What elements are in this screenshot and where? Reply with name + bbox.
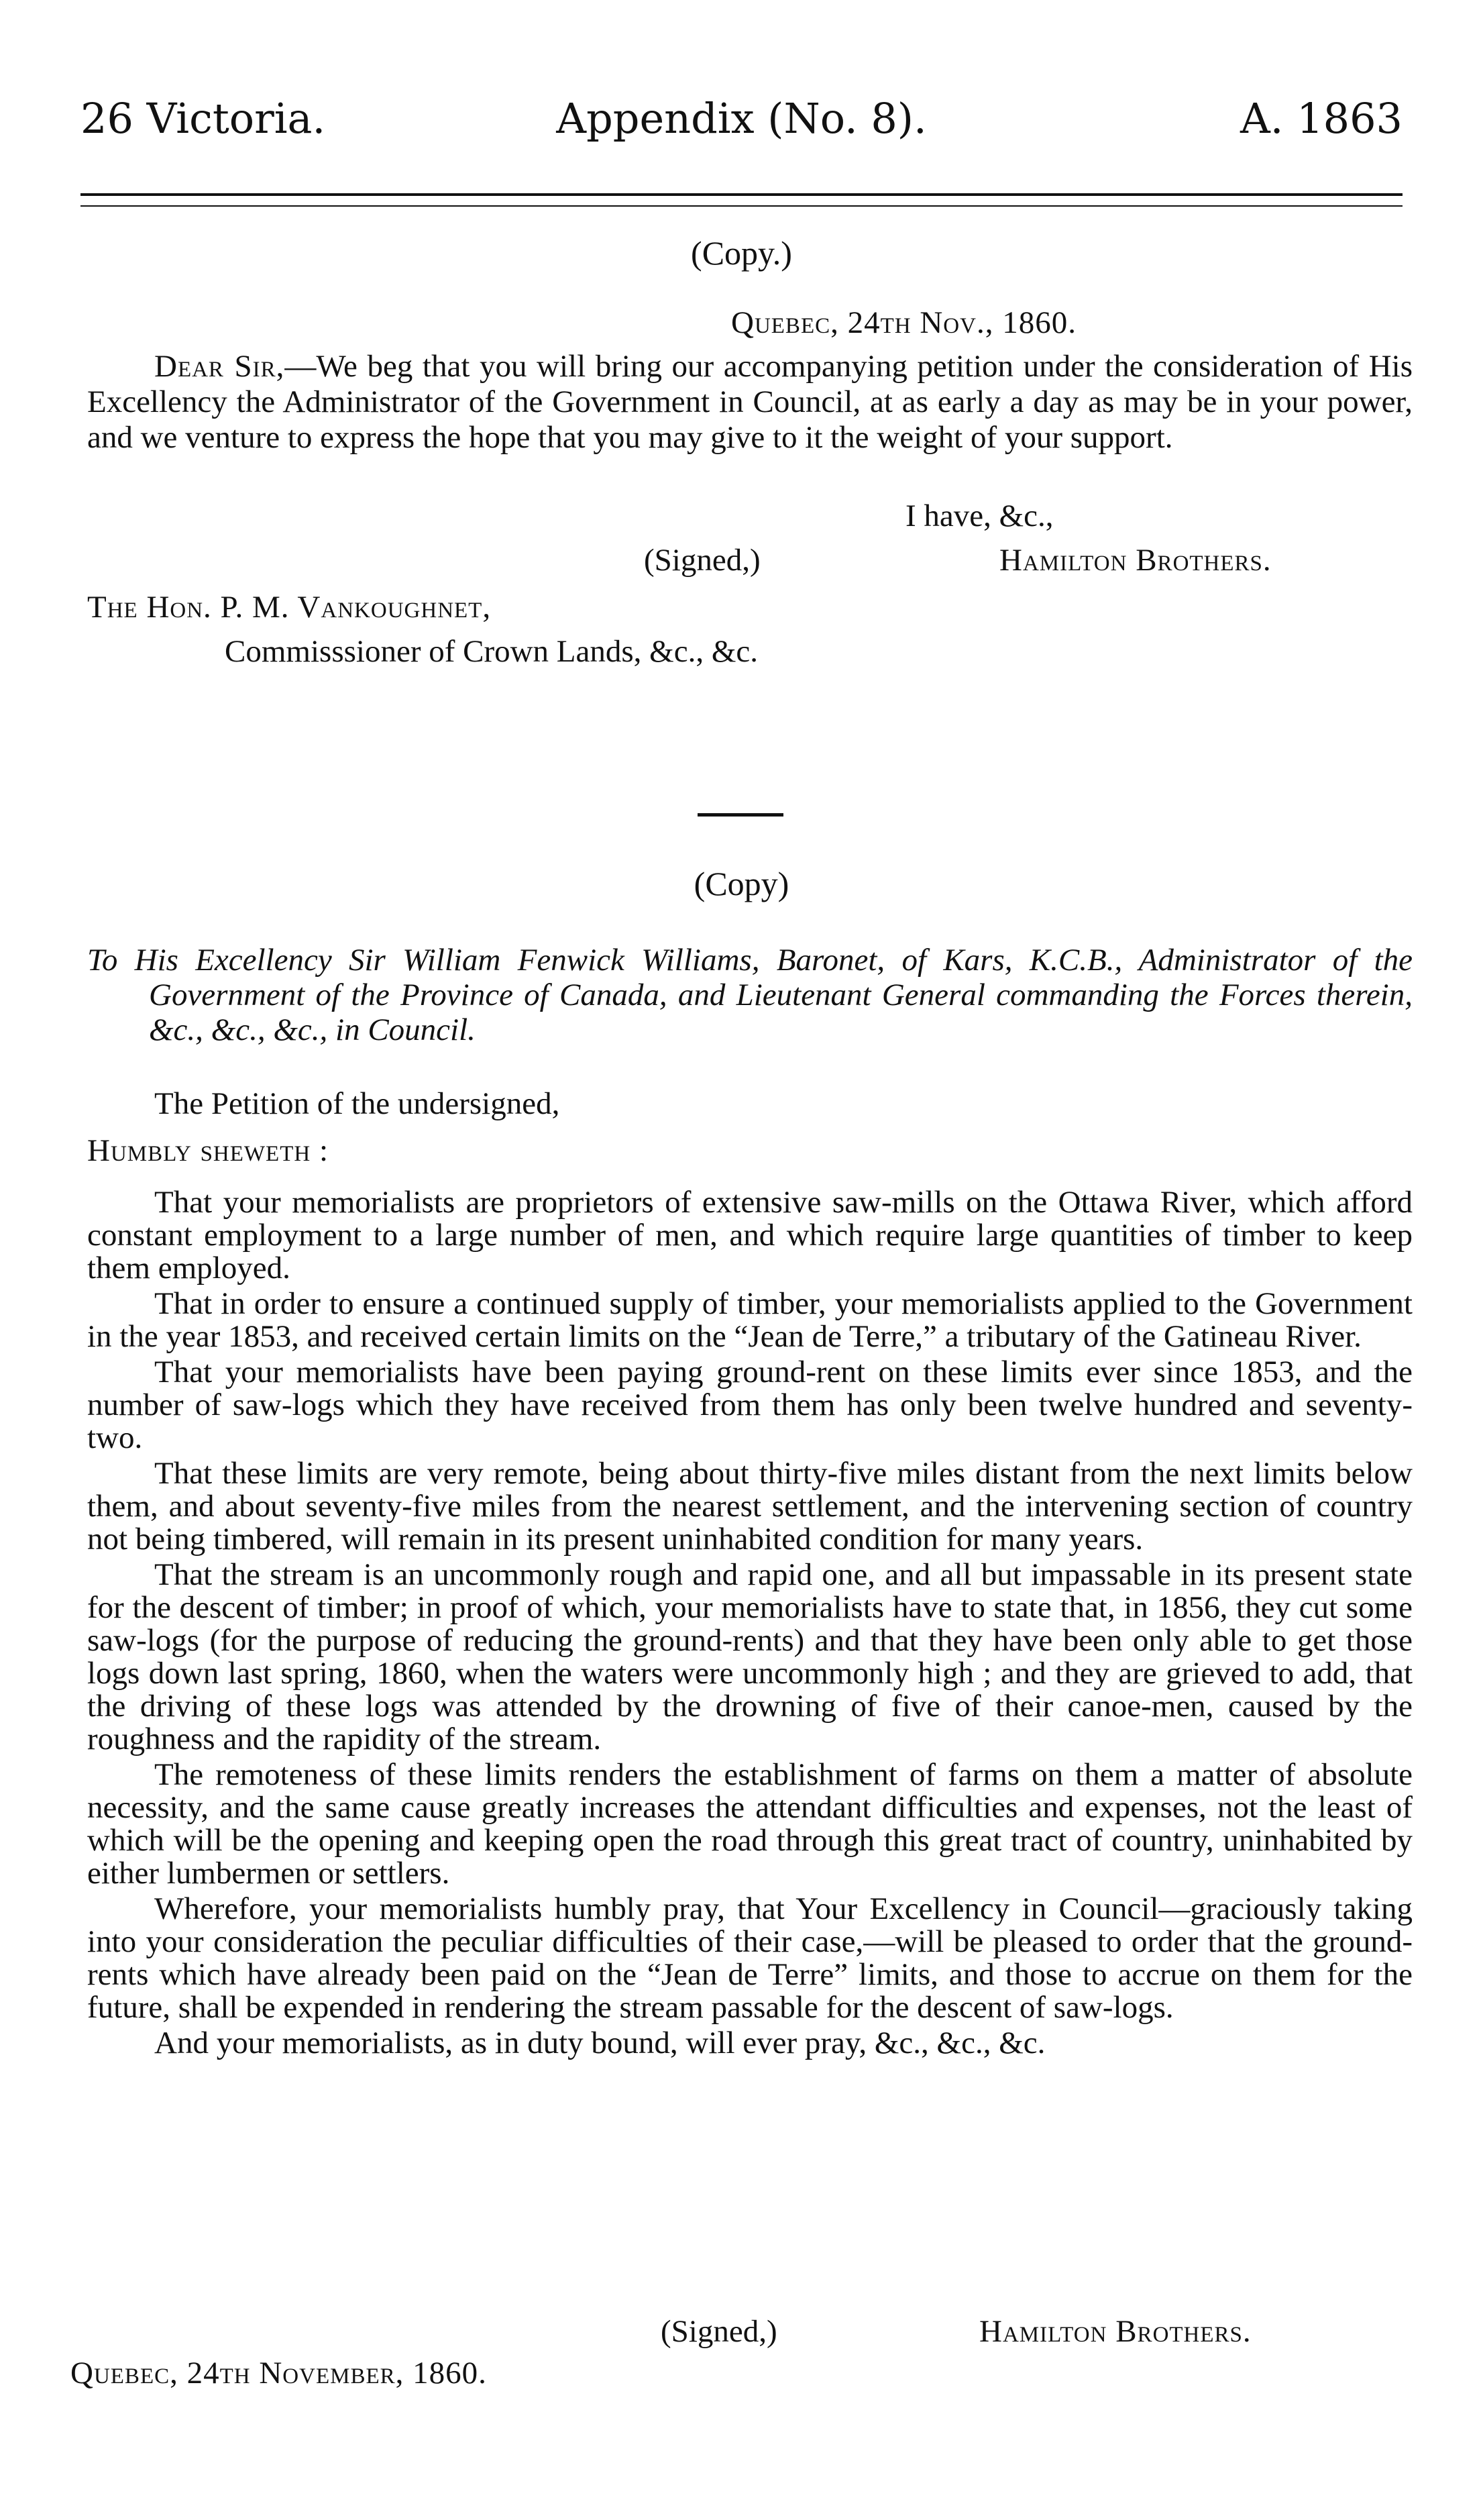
petition-paragraph: That your memorialists have been paying ground-rent on these limits ever since 1853, and the number of saw-logs which they have received from them has only been twelve hundred and seventy-two. (87, 1355, 1413, 1455)
petition-paragraph: The remoteness of these limits renders the establishment of farms on them a matter of absolute necessity, and the same cause greatly increases the attendant difficulties and expenses, not the least of which will be the opening and keeping open the road through this great tract of country, uninhabited by either lumbermen or settlers. (87, 1757, 1413, 1891)
letter-signed: (Signed,) (644, 543, 761, 578)
petition-paragraph: That these limits are very remote, being about thirty-five miles distant from the next limits below them, and about seventy-five miles from the nearest settlement, and the intervening section of country not being timbered, will remain in its present uninhabited condition for many years. (87, 1456, 1413, 1557)
running-head (80, 94, 1403, 154)
letter-signatory: Hamilton Brothers. (999, 543, 1272, 578)
addressee-title: Commisssioner of Crown Lands, &c., &c. (225, 634, 759, 669)
letter-salutation: Dear Sir, (154, 349, 285, 384)
session-label: 26 Victoria. (80, 94, 326, 143)
letter-body (87, 349, 1413, 456)
petition-paragraph: Wherefore, your memorialists humbly pray, that Your Excellency in Council—graciously taking into your consideration the peculiar difficulties of their case,—will be pleased to order that the ground-rents which have already been paid on the “Jean de Terre” limits, and those to accrue on them for the future, shall be expended in rendering the stream passable for the descent of saw-logs. (87, 1891, 1413, 2025)
petition-paragraph: That the stream is an uncommonly rough and rapid one, and all but impassable in its present state for the descent of timber; in proof of which, your memorialists have to state that, in 1856, they cut some saw-logs (for the purpose of reducing the ground-rents) and that they have been only able to get those logs down last spring, 1860, when the waters were uncommonly high ; and they are grieved to add, that the driving of these logs was attended by the drowning of five of their canoe-men, caused by the roughness and the rapidity of the stream. (87, 1557, 1413, 1756)
letter-closing: I have, &c., (905, 498, 1054, 533)
petition-intro: The Petition of the undersigned, (154, 1086, 560, 1121)
petition-paragraph: That in order to ensure a continued supply of timber, your memorialists applied to the Government in the year 1853, and received certain limits on the “Jean de Terre,” a tributary of the Gatineau River. (87, 1286, 1413, 1354)
section-divider-rule (698, 813, 783, 817)
petition-copy-label: (Copy) (694, 865, 789, 902)
petition-sheweth: Humbly sheweth : (87, 1133, 329, 1168)
petition-paragraph: That your memorialists are proprietors of extensive saw-mills on the Ottawa River, which afford constant employment to a large number of men, and which require large quantities of timber to keep them employed. (87, 1185, 1413, 1285)
letter-body-text: —We beg that you will bring our accompanying petition under the consideration of His Excellency the Administrator of the Government in Council, at as early a day as may be in your power, and we venture to express the hope that you may give to it the weight of your support. (87, 349, 1413, 455)
petition-body (87, 1186, 1413, 2062)
addressee-name: The Hon. P. M. Vankoughnet, (87, 590, 492, 625)
petition-paragraph: And your memorialists, as in duty bound, will ever pray, &c., &c., &c. (154, 2026, 1046, 2060)
appendix-title: Appendix (No. 8). (556, 94, 927, 143)
petition-signed: (Signed,) (661, 2314, 777, 2349)
petition-address: To His Excellency Sir William Fenwick Williams, Baronet, of Kars, K.C.B., Administrator of the Government of the Province of Canada, and Lieutenant General commanding the Forces therein, &c., &c., &c., in Council. (87, 943, 1413, 1047)
petition-signatory: Hamilton Brothers. (979, 2314, 1252, 2349)
letter-place-date: Quebec, 24th Nov., 1860. (731, 305, 1077, 340)
header-double-rule (80, 193, 1403, 207)
petition-place-date: Quebec, 24th November, 1860. (70, 2356, 487, 2391)
year-label: A. 1863 (1240, 94, 1403, 143)
letter-copy-label: (Copy.) (691, 234, 792, 272)
